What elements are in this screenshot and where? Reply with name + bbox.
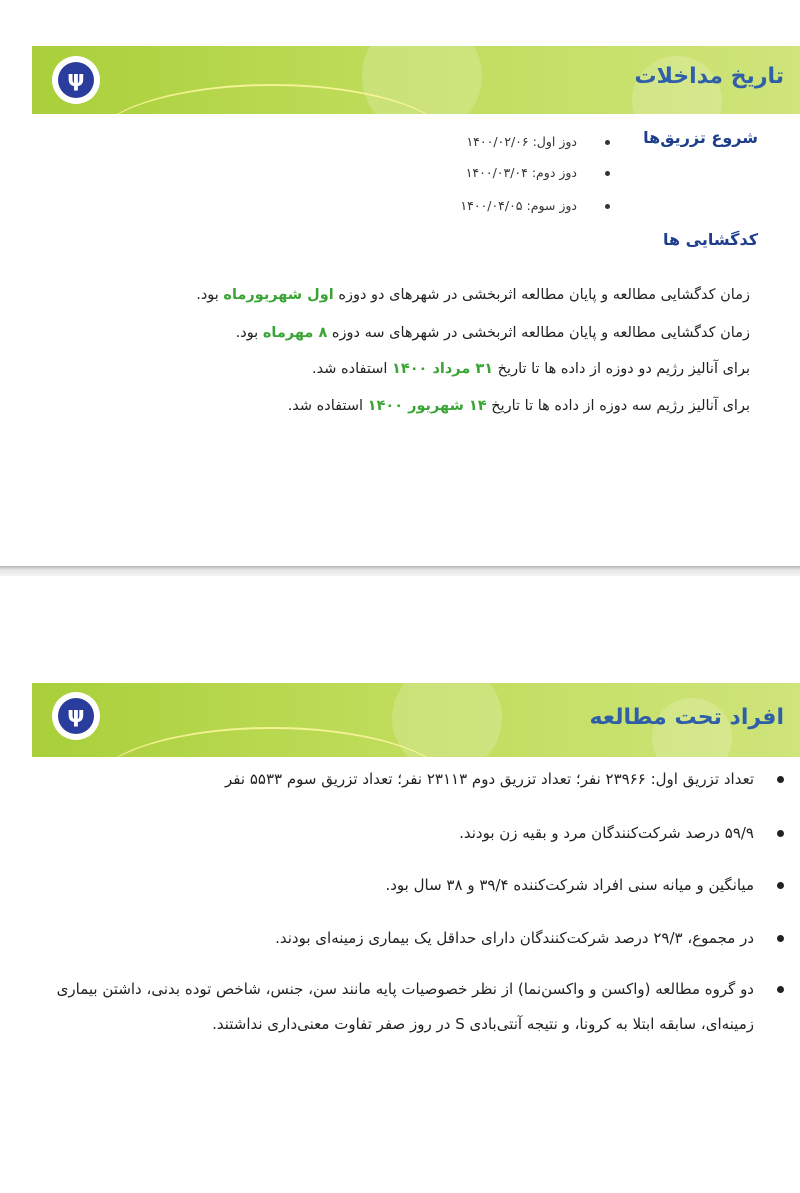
participant-bullet: ۵۹/۹ درصد شرکت‌کنندگان مرد و بقیه زن بودند.: [40, 816, 770, 851]
dose-item: دوز اول: ۱۴۰۰/۰۲/۰۶: [466, 134, 610, 149]
slide-study-participants: [0, 576, 800, 1193]
dose-item: دوز سوم: ۱۴۰۰/۰۴/۰۵: [460, 198, 610, 213]
injection-start-heading: شروع تزریق‌ها: [643, 128, 758, 147]
unblinding-line: زمان کدگشایی مطالعه و پایان مطالعه اثربخشی در شهرهای دو دوزه اول شهریورماه بود.: [196, 287, 750, 303]
unblinding-line: زمان کدگشایی مطالعه و پایان مطالعه اثربخشی در شهرهای سه دوزه ۸ مهرماه بود.: [235, 325, 750, 341]
slide-title: افراد تحت مطالعه: [589, 705, 784, 730]
unblinding-line: برای آنالیز رژیم سه دوزه از داده ها تا تاریخ ۱۴ شهریور ۱۴۰۰ استفاده شد.: [287, 398, 750, 414]
title-band: [32, 46, 800, 114]
participant-bullet: در مجموع، ۲۹/۳ درصد شرکت‌کنندگان دارای حداقل یک بیماری زمینه‌ای بودند.: [40, 921, 770, 956]
participant-bullet: میانگین و میانه سنی افراد شرکت‌کننده ۳۹/۴ و ۳۸ سال بود.: [40, 868, 770, 903]
unblinding-line: برای آنالیز رژیم دو دوزه از داده ها تا تاریخ ۳۱ مرداد ۱۴۰۰ استفاده شد.: [312, 361, 750, 377]
participant-bullet: دو گروه مطالعه (واکسن و واکسن‌نما) از نظر خصوصیات پایه مانند سن، جنس، شاخص توده بدنی، داشتن بیماری زمینه‌ای، سابقه ابتلا به کرونا، و نتیجه آنتی‌بادی S در روز صفر تفاوت معنی‌داری نداشتند.: [40, 972, 770, 1042]
title-band: [32, 683, 800, 757]
institute-logo: ψ: [52, 56, 100, 104]
participant-bullet: تعداد تزریق اول: ۲۳۹۶۶ نفر؛ تعداد تزریق دوم ۲۳۱۱۳ نفر؛ تعداد تزریق سوم ۵۵۳۳ نفر: [40, 762, 770, 797]
slide-separator: [0, 566, 800, 576]
dose-item: دوز دوم: ۱۴۰۰/۰۳/۰۴: [466, 165, 610, 180]
institute-logo: ψ: [52, 692, 100, 740]
slide-intervention-dates: [0, 0, 800, 566]
slide-title: تاریخ مداخلات: [634, 64, 784, 89]
unblinding-heading: کدگشایی ها: [662, 230, 758, 249]
